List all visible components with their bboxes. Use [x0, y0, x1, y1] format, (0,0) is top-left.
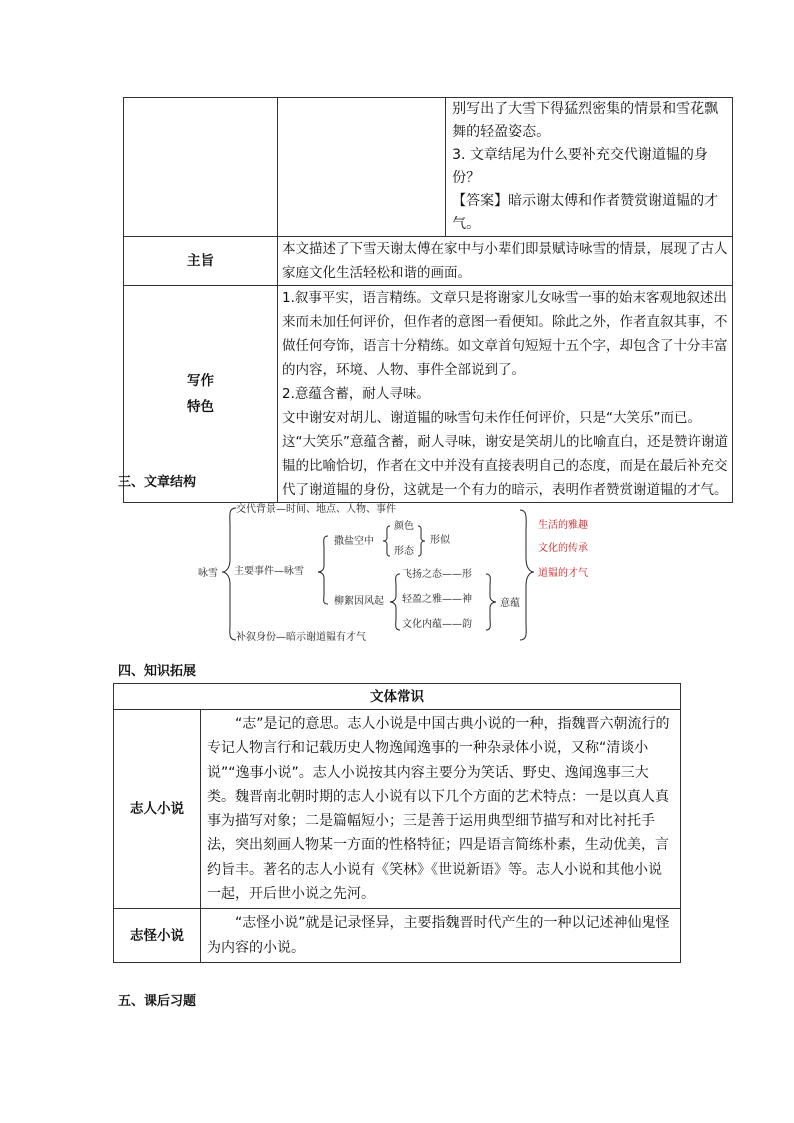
- feature2-title: 2.意蕴含蓄，耐人寻味。: [282, 386, 430, 402]
- willow-close-brace: [486, 574, 496, 630]
- empty-cell: [278, 98, 446, 237]
- feature1-body: 文章只是将谢家儿女咏雪一事的始末客观地叙述出来而未加任何评价，但作者的意图一看便知。除此之外，作者直叙其事，不做任何夸饰，语言十分精练。如文章首句短短十五个字，却包含了十分丰富的内容，环境、人物、事件全部说到了。: [282, 290, 728, 378]
- top-table: [123, 97, 733, 503]
- theme-text: 本文描述了下雪天谢太傅在家中与小辈们即景赋诗咏雪的情景，展现了古人家庭文化生活轻松和谐的画面。: [278, 237, 733, 286]
- feature2-body: 文中谢安对胡儿、谢道韫的咏雪句未作任何评价，只是“大笑乐”而已。这“大笑乐”意蕴含蓄，耐人寻味，谢安是笑胡儿的比喻直白，还是赞许谢道韫的比喻恰切，作者在文中并没有直接表明自己的态度，而是在最后补充交代了谢道韫的身份，这就是一个有力的暗示，表明作者赞赏谢道韫的才气。: [282, 410, 728, 498]
- diagram-w2: 轻盈之雅——神: [402, 594, 472, 605]
- zhiren-text: “志”是记的意思。志人小说是中国古典小说的一种，指魏晋六朝流行的专记人物言行和记载历史人物逸闻逸事的一种杂录体小说，又称“清谈小说”“逸事小说”。志人小说按其内容主要分为笑话、野史、逸闻逸事三大类。魏晋南北朝时期的志人小说有以下几个方面的艺术特点：一是以真人真事为描写对象；二是篇幅短小；三是善于运用典型细节描写和对比衬托手法，突出刻画人物某一方面的性格特征；四是语言简练朴素，生动优美，言约旨丰。著名的志人小说有《笑林》《世说新语》等。志人小说和其他小说一起，开后世小说之先河。: [201, 710, 681, 909]
- cont-line: 份？: [452, 170, 481, 186]
- cont-line: 3. 文章结尾为什么要补充交代谢道韫的身: [452, 147, 708, 163]
- cont-line: 【答案】暗示谢太傅和作者赞赏谢道韫的才: [452, 193, 719, 209]
- salt-close-brace: [418, 526, 425, 556]
- section3-heading: 三、文章结构: [118, 475, 197, 490]
- answer-continuation-cell: [446, 98, 733, 237]
- diagram-xingsi: 形似: [430, 535, 450, 546]
- cont-line: 气。: [452, 216, 481, 232]
- knowledge-table-title: 文体常识: [114, 684, 681, 710]
- diagram-willow: 柳絮因风起: [334, 596, 384, 607]
- diagram-background: 交代背景—时间、地点、人物、事件: [236, 504, 396, 515]
- diagram-shape: 形态: [394, 546, 414, 557]
- event-brace: [318, 536, 328, 604]
- diagram-r3: 道韫的才气: [538, 568, 588, 579]
- structure-diagram: [190, 496, 610, 648]
- features-label-line2: 特色: [187, 399, 214, 415]
- zhiguai-text: “志怪小说”就是记录怪异，主要指魏晋时代产生的一种以记述神仙鬼怪为内容的小说。: [201, 909, 681, 963]
- diagram-supplement: 补叙身份—暗示谢道韫有才气: [236, 632, 366, 643]
- feature1-title: 1.叙事平实，语言精练。: [282, 290, 430, 306]
- zhiguai-label: 志怪小说: [114, 909, 201, 963]
- conclusion-brace: [520, 510, 534, 640]
- cont-line: 舞的轻盈姿态。: [452, 124, 551, 140]
- section5-heading: 五、课后习题: [118, 994, 197, 1009]
- features-text: [278, 286, 733, 503]
- features-label: [124, 286, 278, 503]
- diagram-color: 颜色: [394, 521, 414, 532]
- willow-brace: [390, 574, 400, 630]
- features-label-line1: 写作: [187, 373, 214, 389]
- diagram-w1: 飞扬之态——形: [402, 569, 472, 580]
- diagram-yiyun: 意蕴: [500, 598, 520, 609]
- diagram-main-event: 主要事件—咏雪: [234, 566, 304, 577]
- section4-heading: 四、知识拓展: [118, 664, 197, 679]
- zhiren-label: 志人小说: [114, 710, 201, 909]
- empty-cell: [124, 98, 278, 237]
- diagram-root: 咏雪: [198, 568, 218, 579]
- theme-label: 主旨: [124, 237, 278, 286]
- diagram-r2: 文化的传承: [538, 543, 588, 554]
- knowledge-table: [113, 683, 681, 963]
- diagram-salt: 撒盐空中: [334, 536, 374, 547]
- diagram-w3: 文化内蕴——韵: [402, 619, 472, 630]
- cont-line: 别写出了大雪下得猛烈密集的情景和雪花飘: [452, 101, 719, 117]
- diagram-r1: 生活的雅趣: [538, 520, 588, 531]
- salt-brace: [383, 526, 390, 556]
